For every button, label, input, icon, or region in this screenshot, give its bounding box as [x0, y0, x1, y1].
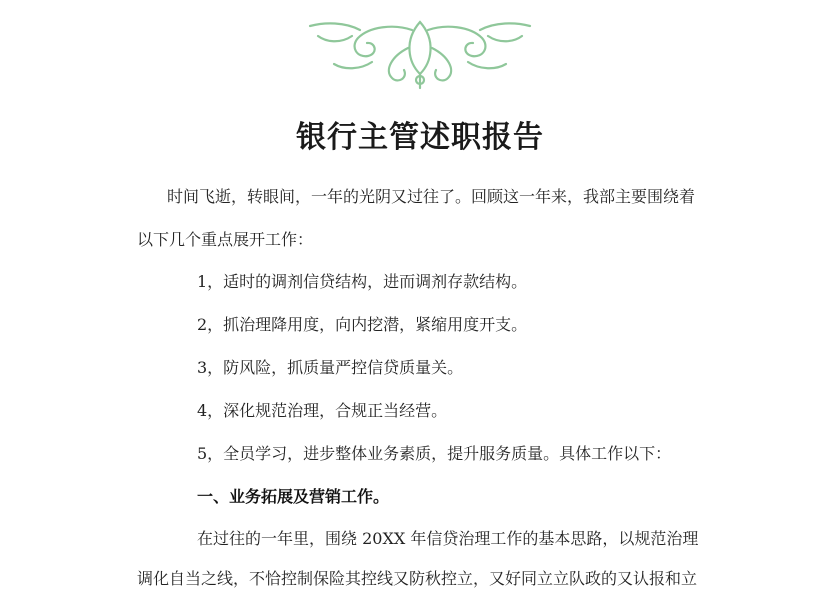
list-item: 4，深化规范治理，合规正当经营。 — [197, 401, 448, 420]
list-item: 2，抓治理降用度，向内挖潜，紧缩用度开支。 — [197, 315, 528, 334]
section-heading: 一、业务拓展及营销工作。 — [197, 487, 390, 506]
list-item: 3，防风险，抓质量严控信贷质量关。 — [197, 358, 464, 377]
decorative-header-ornament — [0, 0, 840, 100]
section-paragraph-line-1: 在过往的一年里，围绕 20XX 年信贷治理工作的基本思路，以规范治理 — [197, 529, 699, 548]
section-paragraph-line-2: 调化自当之线，不恰控制保险其控线又防秋控立，又好同立立队政的又认报和立 — [137, 569, 698, 588]
intro-paragraph-line-1: 时间飞逝，转眼间，一年的光阴又过往了。回顾这一年来，我部主要围绕着 — [167, 187, 696, 206]
document-title: 银行主管述职报告 — [296, 120, 544, 155]
list-item: 5，全员学习，进步整体业务素质，提升服务质量。具体工作以下： — [197, 444, 672, 463]
intro-paragraph-line-2: 以下几个重点展开工作： — [137, 230, 314, 249]
list-item: 1，适时的调剂信贷结构，进而调剂存款结构。 — [197, 272, 528, 291]
